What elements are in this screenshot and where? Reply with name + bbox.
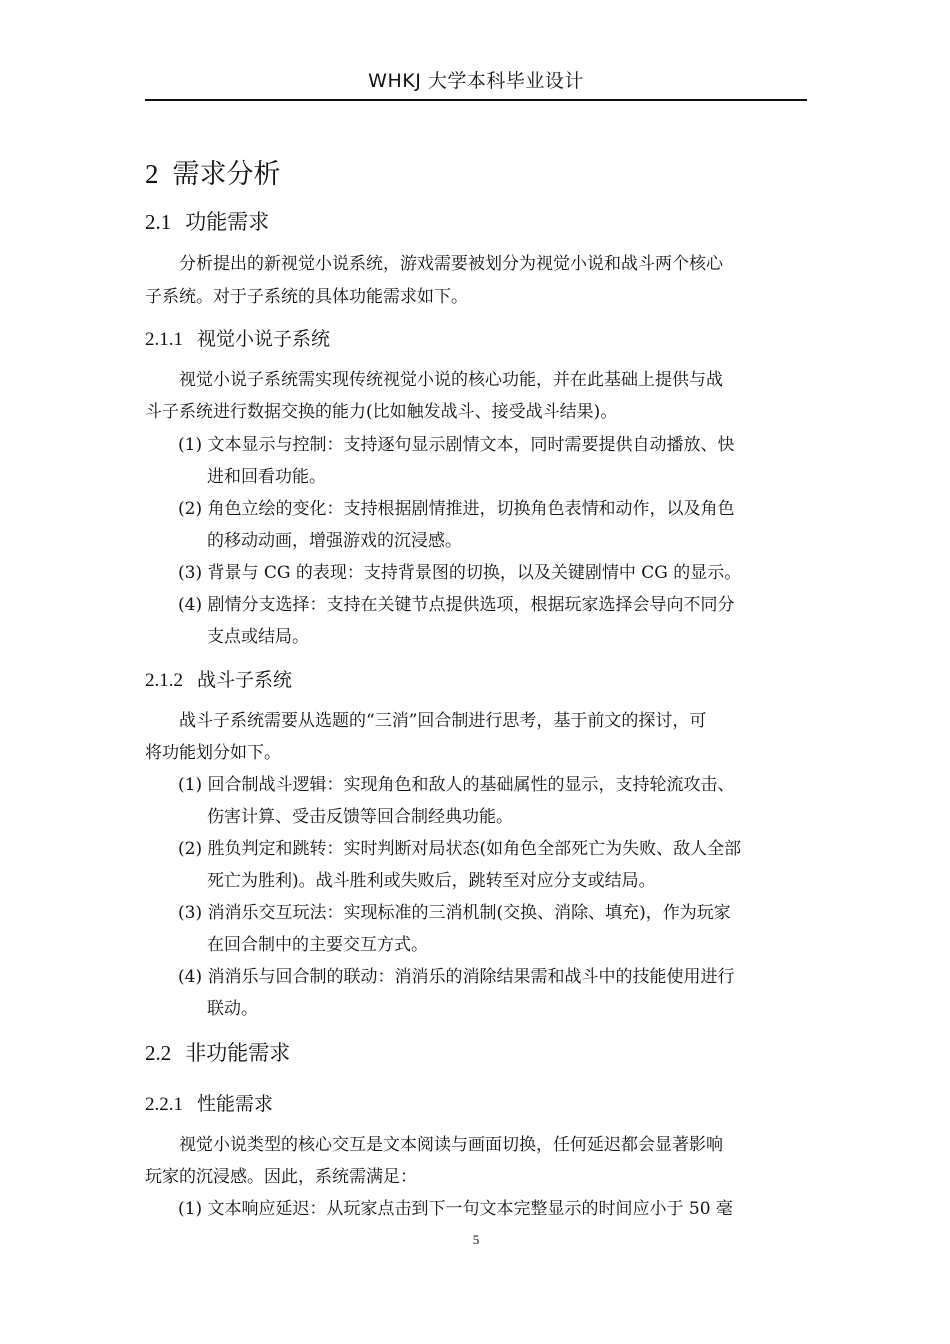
list-item-continuation: 支点或结局。: [207, 627, 309, 647]
subsection-heading-2-1-2: [145, 665, 807, 692]
chapter-heading: [145, 152, 807, 191]
paragraph-line: 战斗子系统需要从选题的“三消”回合制进行思考，基于前文的探讨，可: [179, 711, 707, 731]
chapter-number: 2: [145, 159, 159, 189]
subsection-number: 2.1.2: [145, 670, 183, 691]
subsection-number: 2.2.1: [145, 1094, 183, 1115]
paragraph-line: 子系统。对于子系统的具体功能需求如下。: [145, 287, 468, 307]
list-item-continuation: 伤害计算、受击反馈等回合制经典功能。: [207, 807, 513, 827]
paragraph-line: 视觉小说子系统需实现传统视觉小说的核心功能，并在此基础上提供与战: [179, 370, 723, 390]
list-item-continuation: 联动。: [207, 999, 258, 1019]
section-heading-2-2: [145, 1037, 807, 1067]
list-item: (2) 角色立绘的变化：支持根据剧情推进，切换角色表情和动作，以及角色: [178, 499, 735, 519]
list-item-continuation: 进和回看功能。: [207, 467, 326, 487]
subsection-heading-2-2-1: [145, 1089, 807, 1116]
paragraph-line: 斗子系统进行数据交换的能力(比如触发战斗、接受战斗结果)。: [145, 402, 618, 422]
list-item: (1) 文本显示与控制：支持逐句显示剧情文本，同时需要提供自动播放、快: [178, 435, 735, 455]
section-title: 非功能需求: [185, 1041, 291, 1065]
list-item: (1) 回合制战斗逻辑：实现角色和敌人的基础属性的显示，支持轮流攻击、: [178, 775, 735, 795]
section-heading-2-1: [145, 206, 807, 236]
running-header: WHKJ 大学本科毕业设计: [368, 70, 584, 92]
list-item-continuation: 死亡为胜利)。战斗胜利或失败后，跳转至对应分支或结局。: [207, 871, 656, 891]
list-item: (3) 背景与 CG 的表现：支持背景图的切换，以及关键剧情中 CG 的显示。: [178, 563, 742, 583]
subsection-title: 战斗子系统: [197, 669, 293, 691]
section-number: 2.2: [145, 1041, 172, 1065]
paragraph-line: 玩家的沉浸感。因此，系统需满足：: [145, 1167, 417, 1187]
list-item-continuation: 在回合制中的主要交互方式。: [207, 935, 428, 955]
page-number: 5: [472, 1232, 480, 1247]
paragraph-line: 分析提出的新视觉小说系统，游戏需要被划分为视觉小说和战斗两个核心: [179, 254, 723, 274]
list-item: (4) 消消乐与回合制的联动：消消乐的消除结果需和战斗中的技能使用进行: [178, 967, 735, 987]
subsection-heading-2-1-1: [145, 324, 807, 351]
list-item: (1) 文本响应延迟：从玩家点击到下一句文本完整显示的时间应小于 50 毫: [178, 1199, 733, 1219]
subsection-number: 2.1.1: [145, 329, 183, 350]
list-item: (4) 剧情分支选择：支持在关键节点提供选项，根据玩家选择会导向不同分: [178, 595, 735, 615]
paragraph-line: 将功能划分如下。: [145, 743, 281, 763]
subsection-title: 视觉小说子系统: [197, 328, 331, 350]
paragraph-line: 视觉小说类型的核心交互是文本阅读与画面切换，任何延迟都会显著影响: [179, 1135, 723, 1155]
list-item: (2) 胜负判定和跳转：实时判断对局状态(如角色全部死亡为失败、敌人全部: [178, 839, 742, 859]
section-title: 功能需求: [185, 210, 270, 234]
header-rule: [145, 99, 807, 101]
chapter-title: 需求分析: [172, 159, 281, 190]
list-item: (3) 消消乐交互玩法：实现标准的三消机制(交换、消除、填充)，作为玩家: [178, 903, 731, 923]
section-number: 2.1: [145, 210, 172, 234]
list-item-continuation: 的移动动画，增强游戏的沉浸感。: [207, 531, 462, 551]
subsection-title: 性能需求: [197, 1093, 274, 1115]
